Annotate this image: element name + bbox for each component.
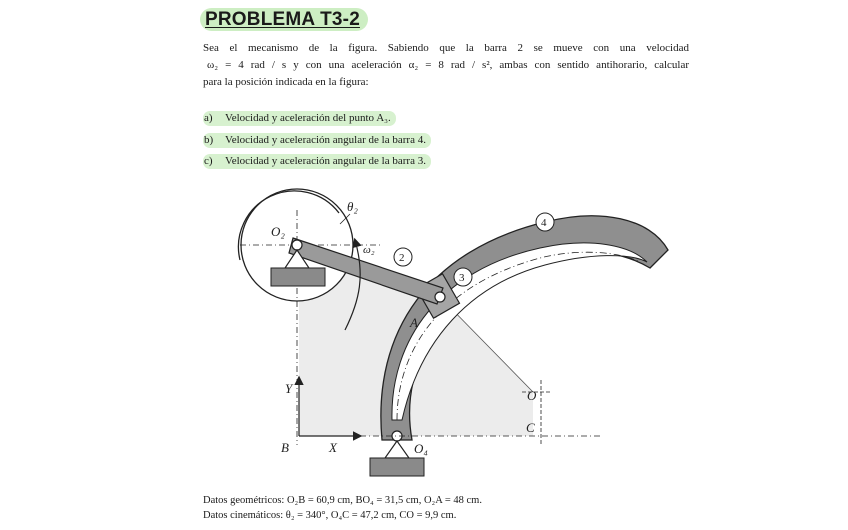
bar-3-label: 3 [459,272,465,284]
question-text: Velocidad y aceleración angular de la barra 4. [225,133,426,146]
point-b-label: B [281,440,289,455]
y-axis-label: Y [285,381,293,396]
question-tag: b) [204,133,214,146]
point-o-label: O [527,388,537,403]
bar-4-label: 4 [541,217,547,229]
omega-value: ω₂ = 4 rad / s [207,59,287,71]
question-tag: a) [204,112,213,124]
question-tag: c) [204,155,213,167]
x-axis-label: X [329,440,337,455]
joint-o2 [292,240,302,250]
alpha-value: α₂ = 8 rad / s² [408,59,490,71]
statement-connector: y con una aceleración [286,59,409,71]
bar-2-label: 2 [399,252,405,264]
question-text: Velocidad y aceleración angular de la barra 3. [225,155,426,167]
ground-o4 [370,458,424,476]
geometric-data: Datos geométricos: O₂B = 60,9 cm, BO₄ = 31,5 cm, O₂A = 48 cm. [203,495,482,506]
data-section [203,493,482,523]
problem-title: PROBLEMA T3-2 [200,8,368,31]
point-a-label: A [410,315,418,330]
theta2-label: θ₂ [347,199,358,214]
joint-a [435,292,445,302]
statement-tail: , ambas con sentido antihorario, calcular [489,59,690,71]
support-o4 [385,441,409,458]
statement-line-3: para la posición indicada en la figura: [203,76,369,88]
ground-o2 [271,268,325,286]
omega2-label: ω₂ [363,244,375,256]
kinematic-data: Datos cinemáticos: θ₂ = 340°, O₄C = 47,2 cm, CO = 9,9 cm. [203,510,457,521]
question-text: Velocidad y aceleración del punto A₃. [225,112,391,124]
o4-label: O₄ [414,441,428,456]
statement-line-1: Sea el mecanismo de la figura. Sabiendo que la barra 2 se mueve con una velocidad [203,42,689,54]
o2-label: O₂ [271,224,285,239]
point-c-label: C [526,420,535,435]
